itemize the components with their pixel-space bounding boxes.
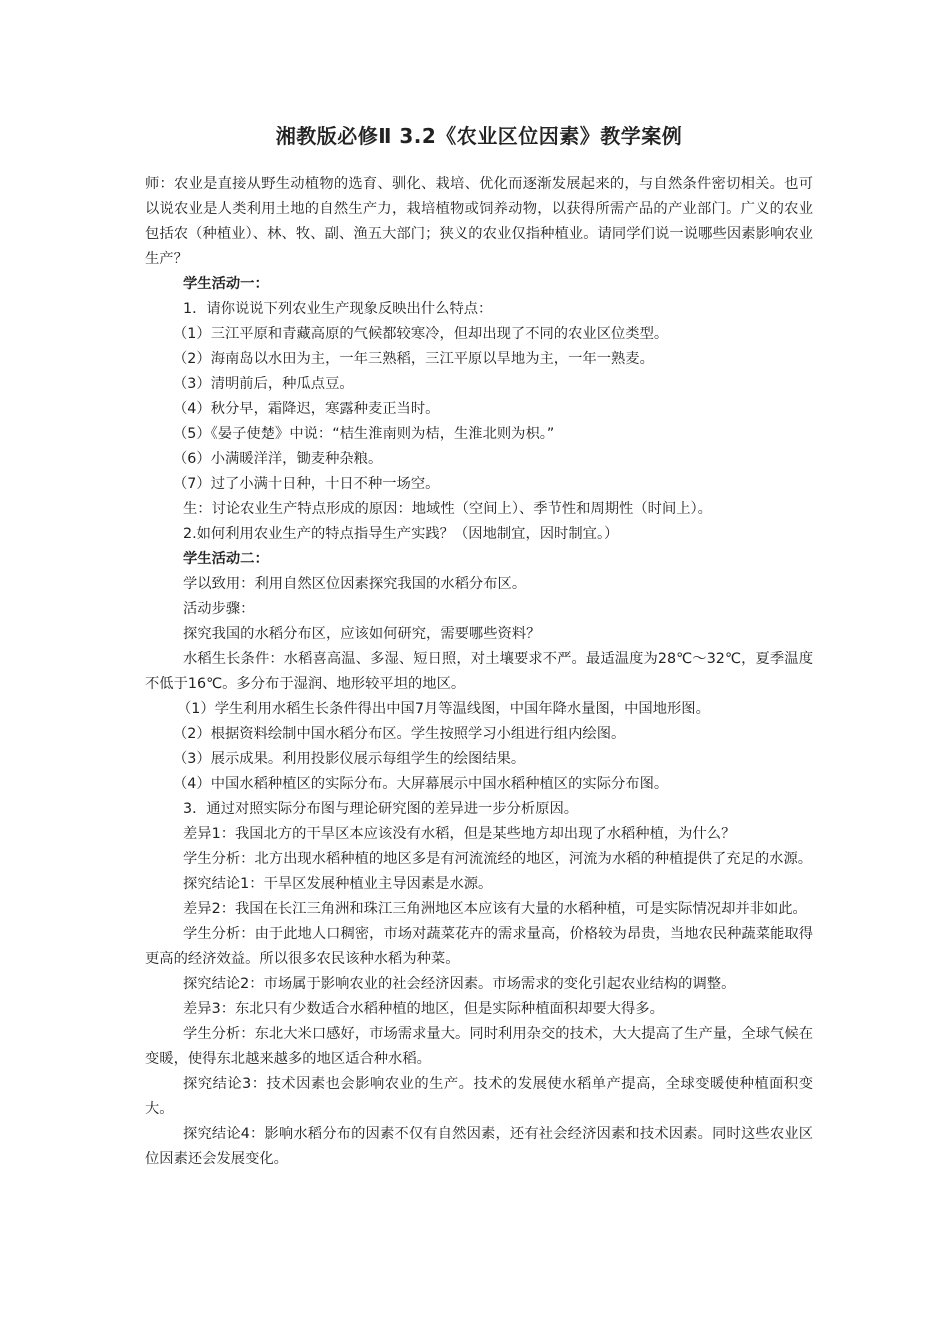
list-item: （5）《晏子使楚》中说：“桔生淮南则为桔，生淮北则为枳。” [173,426,555,442]
conclusion-1: 探究结论1：干旱区发展种植业主导因素是水源。 [183,876,493,892]
activity2-heading: 学生活动二： [183,551,269,567]
analysis-2: 学生分析：由于此地人口稠密，市场对蔬菜花卉的需求量高，价格较为昂贵，当地农民种蔬菜能取得更高的经济效益。所以很多农民该种水稻为种菜。 [145,926,813,967]
difference-3: 差异3：东北只有少数适合水稻种植的地区，但是实际种植面积却要大得多。 [183,1001,664,1017]
list-item: （3）清明前后，种瓜点豆。 [173,376,354,392]
conclusion-4: 探究结论4：影响水稻分布的因素不仅有自然因素，还有社会经济因素和技术因素。同时这些农业区位因素还会发展变化。 [145,1126,813,1167]
activity2-apply: 学以致用：利用自然区位因素探究我国的水稻分布区。 [183,576,527,592]
activity2-steps-label: 活动步骤： [183,601,255,617]
student-discussion: 生：讨论农业生产特点形成的原因：地域性（空间上）、季节性和周期性（时间上）。 [183,501,712,517]
point3: 3．通过对照实际分布图与理论研究图的差异进一步分析原因。 [183,801,579,817]
list-item: （7）过了小满十日种，十日不种一场空。 [173,476,440,492]
list-item: （4）秋分早，霜降迟，寒露种麦正当时。 [173,401,440,417]
difference-2: 差异2：我国在长江三角洲和珠江三角洲地区本应该有大量的水稻种植，可是实际情况却并非如此。 [183,901,807,917]
activity2-question: 探究我国的水稻分布区，应该如何研究，需要哪些资料？ [183,626,541,642]
analysis-3: 学生分析：东北大米口感好，市场需求量大。同时利用杂交的技术，大大提高了生产量，全球气候在变暖，使得东北越来越多的地区适合种水稻。 [145,1026,813,1067]
list-item: （2）海南岛以水田为主，一年三熟稻，三江平原以旱地为主，一年一熟麦。 [173,351,654,367]
list-item: （1）三江平原和青藏高原的气候都较寒冷，但却出现了不同的农业区位类型。 [173,326,669,342]
list-item: （2）根据资料绘制中国水稻分布区。学生按照学习小组进行组内绘图。 [173,726,626,742]
analysis-1: 学生分析：北方出现水稻种植的地区多是有河流流经的地区，河流为水稻的种植提供了充足的水源。 [183,851,813,867]
list-item: （6）小满暖洋洋，锄麦种杂粮。 [173,451,383,467]
activity1-heading: 学生活动一： [183,276,269,292]
activity1-question1: 1．请你说说下列农业生产现象反映出什么特点： [183,301,493,317]
list-item: （1）学生利用水稻生长条件得出中国7月等温线图，中国年降水量图，中国地形图。 [177,701,710,717]
intro-paragraph: 师：农业是直接从野生动植物的选育、驯化、栽培、优化而逐渐发展起来的，与自然条件密切相关。也可以说农业是人类利用土地的自然生产力，栽培植物或饲养动物，以获得所需产品的产业部门。广义的农业包括农（种植业）、林、牧、副、渔五大部门；狭义的农业仅指种植业。请同学们说一说哪些因素影响农业生产？ [145,176,813,267]
document-title: 湘教版必修Ⅱ 3.2《农业区位因素》教学案例 [275,124,683,148]
difference-1: 差异1：我国北方的干旱区本应该没有水稻，但是某些地方却出现了水稻种植，为什么？ [183,826,736,842]
document-page [145,120,813,1172]
conclusion-3: 探究结论3：技术因素也会影响农业的生产。技术的发展使水稻单产提高，全球变暖使种植面积变大。 [145,1076,813,1117]
activity1-question2: 2.如何利用农业生产的特点指导生产实践？（因地制宜，因时制宜。） [183,526,619,542]
conclusion-2: 探究结论2：市场属于影响农业的社会经济因素。市场需求的变化引起农业结构的调整。 [183,976,736,992]
list-item: （3）展示成果。利用投影仪展示每组学生的绘图结果。 [173,751,526,767]
rice-conditions: 水稻生长条件：水稻喜高温、多湿、短日照，对土壤要求不严。最适温度为28℃～32℃，夏季温度不低于16℃。多分布于湿润、地形较平坦的地区。 [145,651,813,692]
list-item: （4）中国水稻种植区的实际分布。大屏幕展示中国水稻种植区的实际分布图。 [173,776,669,792]
